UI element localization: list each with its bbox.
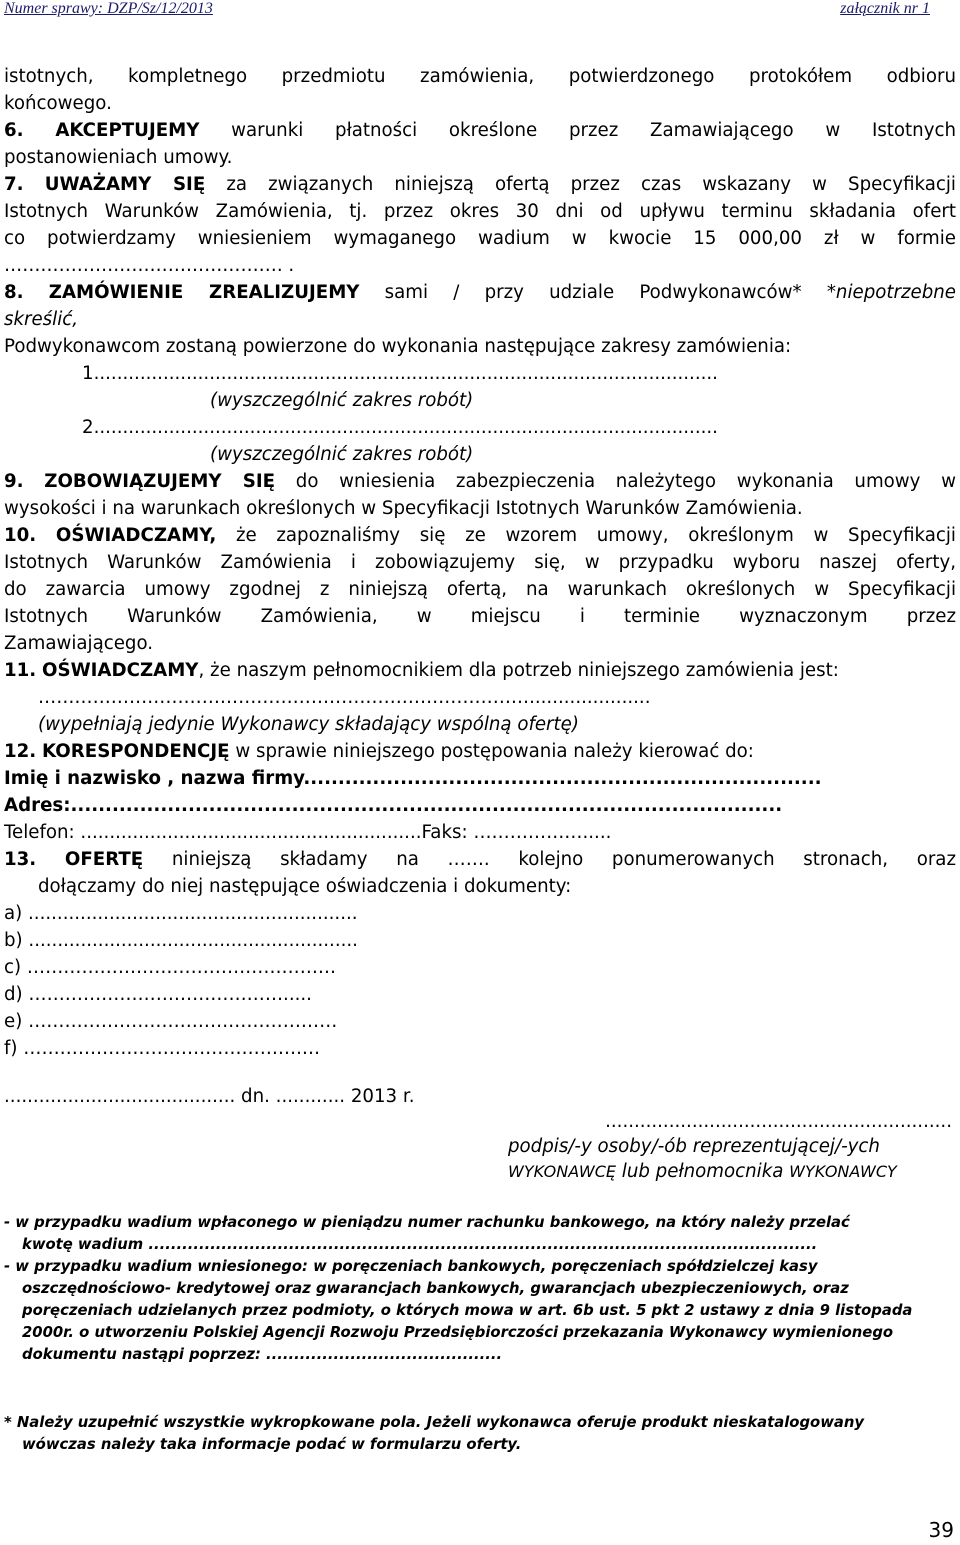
item-6-text: warunki płatności określone przez Zamawiającego w Istotnych <box>199 120 956 141</box>
name-field[interactable] <box>4 765 956 792</box>
item-7-line-3: co potwierdzamy wniesieniem wymaganego wadium w kwocie 15 000,00 zł w formie <box>4 228 956 249</box>
item-11-text: , że naszym pełnomocnikiem dla potrzeb niniejszego zamówienia jest: <box>198 660 839 681</box>
item-8-number: 8. <box>4 282 24 303</box>
proxy-field[interactable]: ………………………………………………………………………..................... <box>38 687 651 708</box>
footnote-2-line-2: oszczędnościowo- kredytowej oraz gwarancjach bankowych, gwarancjach ubezpieczeniowych, oraz <box>22 1280 849 1297</box>
item-9-line-2: wysokości i na warunkach określonych w Specyfikacji Istotnych Warunków Zamówienia. <box>4 498 803 519</box>
item-9-keyword: ZOBOWIĄZUJEMY SIĘ <box>44 471 276 492</box>
item-13 <box>4 846 956 873</box>
document-body <box>4 63 956 1062</box>
item-13-keyword: OFERTĘ <box>64 849 144 870</box>
item-7-text: za związanych niniejszą ofertą przez czas wskazany w Specyfikacji <box>205 174 956 195</box>
footnote-2-line-5: dokumentu nastąpi poprzez: .......................................... <box>22 1346 503 1363</box>
note-line-1: * Należy uzupełnić wszystkie wykropkowane pola. Jeżeli wykonawca oferuje produkt nieskatalogowany <box>4 1414 865 1431</box>
intro-line-2: końcowego. <box>4 93 112 114</box>
item-10 <box>4 522 956 549</box>
attachment-label: załącznik nr 1 <box>840 0 930 17</box>
item-11-number: 11. <box>4 660 37 681</box>
footnote-2-line-4: 2000r. o utworzeniu Polskiej Agencji Rozwoju Przedsiębiorczości przekazania Wykonawcy wymienionego <box>22 1324 894 1341</box>
item-9-text: do wniesienia zabezpieczenia należytego wykonania umowy w <box>275 471 956 492</box>
item-7-line-2: Istotnych Warunków Zamówienia, tj. przez okres 30 dni od upływu terminu składania ofert <box>4 201 956 222</box>
subcontract-range-2-note: (wyszczególnić zakres robót) <box>210 444 474 465</box>
item-7 <box>4 171 956 198</box>
attachment-f[interactable]: f) ……………………………………….… <box>4 1038 321 1059</box>
phone-fax-field[interactable]: Telefon: ...........................................................Faks: ………………..... <box>4 822 612 843</box>
signature-block <box>4 1084 956 1184</box>
item-7-line-4: ………………………………………. . <box>4 255 295 276</box>
subcontract-range-2: 2............................................................................................................ <box>82 417 718 438</box>
signature-caption-1: podpis/-y osoby/-ób reprezentującej/-ych <box>508 1136 880 1157</box>
footnotes <box>4 1212 956 1366</box>
attachment-c[interactable]: c) …………………………………………… <box>4 957 337 978</box>
address-dots[interactable]: ....................................................................................................... <box>70 795 783 816</box>
item-11 <box>4 657 956 684</box>
item-11-keyword: OŚWIADCZAMY <box>42 660 199 681</box>
item-6 <box>4 117 956 144</box>
case-number: Numer sprawy: DZP/Sz/12/2013 <box>4 0 213 17</box>
contractor-word-2: WYKONAWCY <box>789 1162 897 1181</box>
subcontract-range-1-note: (wyszczególnić zakres robót) <box>210 390 474 411</box>
item-10-text: że zapoznaliśmy się ze wzorem umowy, określonym w Specyfikacji <box>216 525 956 546</box>
signature-caption-mid: lub pełnomocnika <box>615 1161 790 1182</box>
item-7-number: 7. <box>4 174 24 195</box>
item-13-text: niniejszą składamy na ……. kolejno ponumerowanych stronach, oraz <box>143 849 956 870</box>
page-number: 39 <box>928 1518 954 1542</box>
item-6-number: 6. <box>4 120 24 141</box>
item-10-line-2: Istotnych Warunków Zamówienia i zobowiązujemy się, w przypadku wyboru naszej oferty, <box>4 552 956 573</box>
address-label: Adres: <box>4 795 71 816</box>
attachment-a[interactable]: a) ......................................................... <box>4 903 358 924</box>
item-10-number: 10. <box>4 525 37 546</box>
footnote-2-line-3: poręczeniach udzielanych przez podmioty, o których mowa w art. 6b ust. 5 pkt 2 ustawy z dnia 9 listopada <box>22 1302 913 1319</box>
footnote-1-line-2: kwotę wadium ....................................................................................................................... <box>22 1236 818 1253</box>
item-10-keyword: OŚWIADCZAMY, <box>55 525 217 546</box>
item-8-text: sami / przy udziale Podwykonawców* <box>359 282 827 303</box>
name-label: Imię i nazwisko , nazwa firmy <box>4 768 304 789</box>
item-12 <box>4 738 956 765</box>
item-13-number: 13. <box>4 849 37 870</box>
attachment-e[interactable]: e) …………………………………………… <box>4 1011 338 1032</box>
page-header <box>0 0 960 30</box>
attachment-d[interactable]: d) ……………………………………..... <box>4 984 312 1005</box>
item-10-line-3: do zawarcia umowy zgodnej z niniejszą ofertą, na warunkach określonych w Specyfikacji <box>4 579 956 600</box>
address-field[interactable] <box>4 792 956 819</box>
item-6-keyword: AKCEPTUJEMY <box>55 120 200 141</box>
item-13-line-2: dołączamy do niej następujące oświadczenia i dokumenty: <box>38 876 572 897</box>
item-12-number: 12. <box>4 741 37 762</box>
item-6-line-2: postanowieniach umowy. <box>4 147 233 168</box>
signature-dots[interactable]: ............................................................ <box>605 1111 952 1132</box>
subcontract-range-1: 1............................................................................................................ <box>82 363 718 384</box>
item-12-text: w sprawie niniejszego postępowania należy kierować do: <box>229 741 754 762</box>
item-7-keyword: UWAŻAMY SIĘ <box>44 174 206 195</box>
item-10-line-4: Istotnych Warunków Zamówienia, w miejscu i terminie wyznaczonym przez <box>4 606 956 627</box>
name-dots[interactable]: ........................................................................... <box>303 768 822 789</box>
item-11-note: (wypełniają jedynie Wykonawcy składający wspólną ofertę) <box>38 714 579 735</box>
footnote-2-line-1: - w przypadku wadium wniesionego: w poręczeniach bankowych, poręczeniach spółdzielczej kasy <box>4 1258 818 1275</box>
item-12-keyword: KORESPONDENCJĘ <box>42 741 230 762</box>
item-8 <box>4 279 956 306</box>
intro-line-1: istotnych, kompletnego przedmiotu zamówienia, potwierdzonego protokółem odbioru <box>4 66 956 87</box>
contractor-word-1: WYKONAWCĘ <box>508 1162 616 1181</box>
item-9 <box>4 468 956 495</box>
item-8-note: *niepotrzebne <box>826 282 956 303</box>
item-9-number: 9. <box>4 471 24 492</box>
item-8-line-3: Podwykonawcom zostaną powierzone do wykonania następujące zakresy zamówienia: <box>4 336 792 357</box>
note-line-2: wówczas należy taka informacje podać w formularzu oferty. <box>22 1436 522 1453</box>
attachment-b[interactable]: b) ......................................................... <box>4 930 358 951</box>
place-date-field[interactable]: ........................................ dn. ............ 2013 r. <box>4 1086 415 1107</box>
item-8-keyword: ZAMÓWIENIE ZREALIZUJEMY <box>48 282 360 303</box>
item-8-line-2: skreślić, <box>4 309 79 330</box>
fill-in-note <box>4 1412 956 1456</box>
footnote-1-line-1: - w przypadku wadium wpłaconego w pieniądzu numer rachunku bankowego, na który należy przelać <box>4 1214 850 1231</box>
item-10-line-5: Zamawiającego. <box>4 633 154 654</box>
signature-caption-2 <box>4 1159 956 1184</box>
